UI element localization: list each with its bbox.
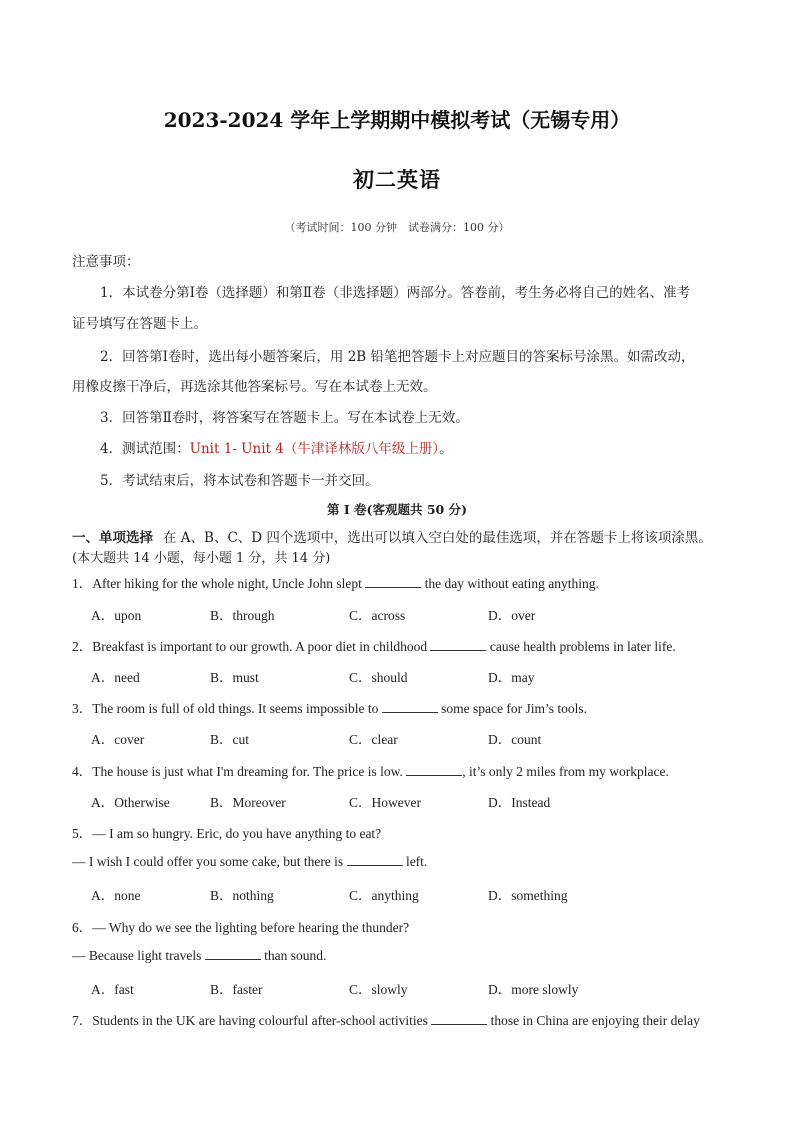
question-5: 5．— I am so hungry. Eric, do you have anything to eat? [72, 826, 382, 841]
option-a[interactable]: A．none [91, 888, 141, 903]
notice-item-4-prefix: 4．测试范围： [100, 441, 190, 457]
section-heading: 第 I 卷(客观题共 50 分) [327, 502, 467, 517]
question-1 [72, 572, 599, 592]
question-6: 6．— Why do we see the lighting before hearing the thunder? [72, 920, 410, 935]
question-text: 4．The house is just what I'm dreaming for. The price is low. [72, 764, 407, 779]
question-text: 2．Breakfast is important to our growth. A poor diet in childhood [72, 639, 431, 654]
option-b[interactable]: B．through [210, 608, 275, 623]
option-a[interactable]: A．cover [91, 732, 145, 747]
question-4 [72, 760, 669, 780]
question-text: — Because light travels [72, 948, 205, 963]
exam-info: （考试时间：100 分钟 试卷满分：100 分） [284, 221, 510, 234]
notice-item-5: 5．考试结束后，将本试卷和答题卡一并交回。 [100, 473, 379, 489]
notice-item-1: 1．本试卷分第Ⅰ卷（选择题）和第Ⅱ卷（非选择题）两部分。答卷前，考生务必将自己的姓名、准考 [100, 285, 691, 301]
option-a[interactable]: A．fast [91, 982, 134, 997]
option-b[interactable]: B．nothing [210, 888, 274, 903]
question-7 [72, 1009, 700, 1029]
question-text: , it’s only 2 miles from my workplace. [462, 764, 669, 779]
question-text: 7．Students in the UK are having colourful after-school activities [72, 1013, 432, 1028]
question-text: 1．After hiking for the whole night, Uncle John slept [72, 576, 366, 591]
option-b[interactable]: B．faster [210, 982, 263, 997]
answer-blank [205, 947, 261, 960]
question-text: cause health problems in later life. [486, 639, 676, 654]
subject-title: 初二英语 [353, 167, 441, 192]
answer-blank [365, 575, 421, 588]
notice-label: 注意事项： [72, 254, 140, 270]
part-note: (本大题共 14 小题，每小题 1 分，共 14 分) [72, 551, 331, 566]
question-3 [72, 697, 587, 717]
option-c[interactable]: C．slowly [349, 982, 408, 997]
option-c[interactable]: C．However [349, 795, 421, 810]
question-text: than sound. [260, 948, 327, 963]
question-text: — I wish I could offer you some cake, but there is [72, 854, 347, 869]
question-text: the day without eating anything. [421, 576, 599, 591]
option-c[interactable]: C．across [349, 608, 406, 623]
option-c[interactable]: C．should [349, 670, 408, 685]
question-text: those in China are enjoying their delay [487, 1013, 700, 1028]
answer-blank [431, 1012, 487, 1025]
notice-item-3: 3．回答第Ⅱ卷时，将答案写在答题卡上。写在本试卷上无效。 [100, 410, 469, 426]
option-b[interactable]: B．Moreover [210, 795, 286, 810]
option-b[interactable]: B．cut [210, 732, 249, 747]
option-a[interactable]: A．Otherwise [91, 795, 170, 810]
part-header [72, 526, 712, 546]
answer-blank [382, 700, 438, 713]
notice-item-2-cont: 用橡皮擦干净后，再选涂其他答案标号。写在本试卷上无效。 [72, 379, 437, 395]
option-a[interactable]: A．need [91, 670, 140, 685]
question-2 [72, 635, 676, 655]
option-d[interactable]: D．may [488, 670, 535, 685]
notice-item-4 [100, 437, 453, 457]
question-text: some space for Jim’s tools. [437, 701, 587, 716]
question-5-reply [72, 853, 427, 870]
option-c[interactable]: C．anything [349, 888, 419, 903]
answer-blank [430, 638, 486, 651]
option-a[interactable]: A．upon [91, 608, 142, 623]
notice-item-4-suffix: 。 [439, 441, 453, 457]
answer-blank [406, 763, 462, 776]
question-text: 3．The room is full of old things. It seems impossible to [72, 701, 382, 716]
answer-blank [347, 853, 403, 866]
option-b[interactable]: B．must [210, 670, 259, 685]
exam-title: 2023-2024 学年上学期期中模拟考试（无锡专用） [163, 108, 631, 132]
notice-item-1-cont: 证号填写在答题卡上。 [72, 316, 207, 332]
option-d[interactable]: D．Instead [488, 795, 551, 810]
part-instruction: 在 A、B、C、D 四个选项中，选出可以填入空白处的最佳选项，并在答题卡上将该项涂黑。 [163, 530, 712, 546]
option-d[interactable]: D．over [488, 608, 536, 623]
option-d[interactable]: D．something [488, 888, 568, 903]
test-scope: Unit 1- Unit 4（牛津译林版八年级上册） [189, 441, 440, 457]
option-d[interactable]: D．count [488, 732, 542, 747]
part-label: 一、单项选择 [72, 530, 153, 546]
option-c[interactable]: C．clear [349, 732, 398, 747]
question-6-reply [72, 947, 326, 964]
option-d[interactable]: D．more slowly [488, 982, 579, 997]
notice-item-2: 2．回答第Ⅰ卷时，选出每小题答案后，用 2B 铅笔把答题卡上对应题目的答案标号涂黑。如需改动， [100, 349, 695, 365]
question-text: left. [402, 854, 428, 869]
